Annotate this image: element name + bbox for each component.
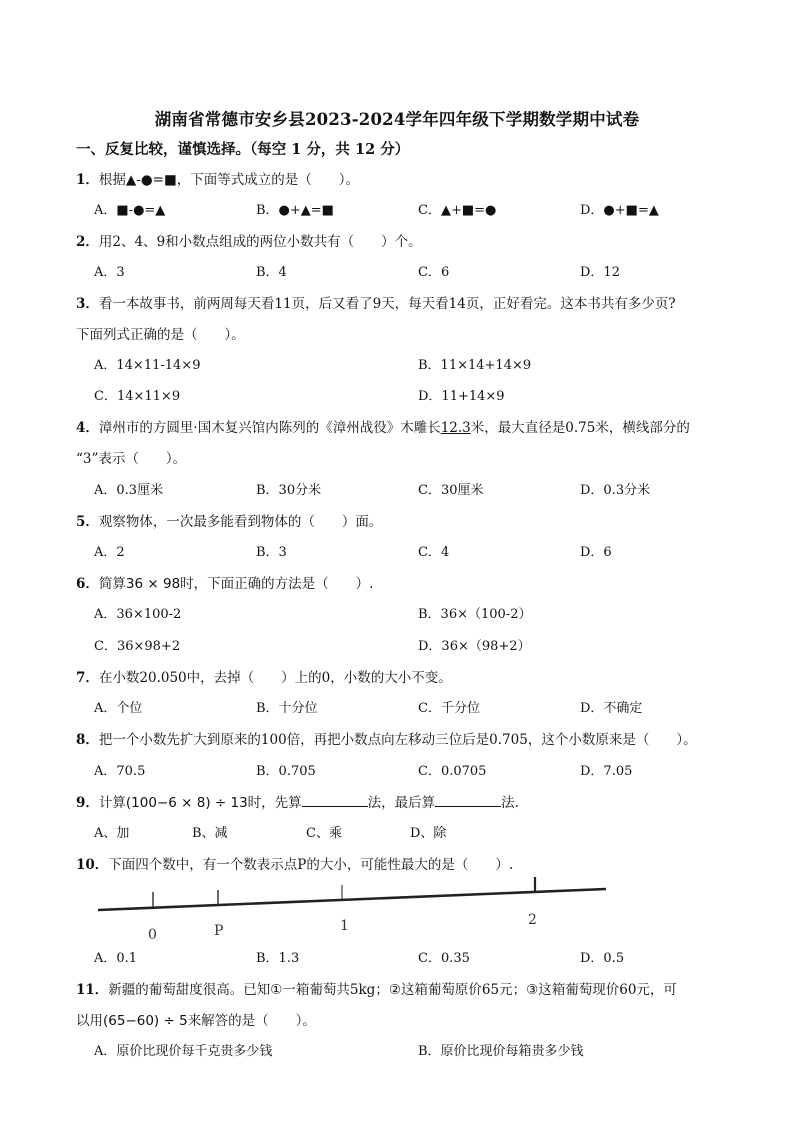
- question-number: 11．: [76, 982, 109, 998]
- answer-blank: [435, 793, 501, 807]
- question-4-line2: “3”表示（ ）。: [76, 451, 187, 467]
- answer-blank: [302, 793, 368, 807]
- question-number: 10．: [76, 857, 109, 873]
- label-1: 1: [340, 918, 349, 934]
- question-text-cont: 法，最后算: [367, 795, 436, 811]
- option-c: C．▲+■=●: [418, 203, 497, 218]
- option-b: B．1.3: [256, 951, 300, 966]
- option-a: A．14×11-14×9: [94, 358, 201, 373]
- math-expression: (100−6 × 8) ÷ 13: [125, 795, 248, 811]
- question-text-cont: 这箱葡萄原价65元；: [400, 982, 527, 998]
- option-c: C．0.0705: [418, 764, 487, 779]
- math-expression: (65−60) ÷ 5: [103, 1013, 188, 1029]
- option-c: C．千分位: [418, 701, 480, 716]
- option-d: D．7.05: [580, 764, 633, 779]
- underlined-number: 12.3: [440, 420, 471, 436]
- question-text: 计算: [98, 795, 126, 811]
- question-text: 在小数20.050中，去掉（ ）上的0，小数的大小不变。: [98, 670, 452, 686]
- section-heading: 一、反复比较，谨慎选择。（每空 1 分，共 12 分）: [76, 141, 410, 158]
- question-text-cont: 时，先算: [247, 795, 302, 811]
- question-text: 新疆的葡萄甜度很高。已知: [108, 982, 271, 998]
- option-c: C．30厘米: [418, 483, 484, 498]
- question-7: [76, 666, 452, 686]
- option-a: A．36×100-2: [94, 607, 182, 622]
- option-d: D、除: [410, 826, 447, 841]
- label-2: 2: [528, 912, 537, 928]
- option-b: B．11×14+14×9: [418, 358, 532, 373]
- option-a: A．70.5: [94, 764, 146, 779]
- option-d: D．0.5: [580, 951, 625, 966]
- question-text: 简算: [98, 576, 126, 592]
- option-c: C．36×98+2: [94, 639, 181, 654]
- option-a: A．■-●=▲: [94, 203, 166, 218]
- question-3-line2: 下面列式正确的是（ ）。: [76, 327, 245, 343]
- option-d: D．●+■=▲: [580, 203, 659, 218]
- question-text-cont: 法.: [501, 795, 519, 811]
- question-text: 看一本故事书，前两周每天看11页，后又看了9天，每天看14页，正好看完。这本书共有多少页?: [98, 296, 676, 312]
- question-text: 观察物体，一次最多能看到物体的（ ）面。: [98, 514, 383, 530]
- question-10: [76, 853, 513, 873]
- question-9: [76, 791, 519, 811]
- circled-number-3: ③: [526, 982, 539, 998]
- circled-number-1: ①: [270, 982, 283, 998]
- option-d: D．0.3分米: [580, 483, 651, 498]
- question-2: [76, 230, 422, 250]
- option-a: A．3: [94, 265, 125, 280]
- option-b: B．4: [256, 265, 287, 280]
- question-text-cont: 一箱葡萄共5kg；: [282, 982, 389, 998]
- option-c: C．0.35: [418, 951, 470, 966]
- question-1: [76, 168, 359, 188]
- option-a: A．原价比现价每千克贵多少钱: [94, 1044, 273, 1059]
- question-text-cont: 这箱葡萄现价60元，可: [538, 982, 677, 998]
- circled-number-2: ②: [388, 982, 401, 998]
- question-8: [76, 728, 697, 748]
- option-a: A．0.3厘米: [94, 483, 164, 498]
- question-11: [76, 978, 677, 998]
- question-number: 7．: [76, 670, 99, 686]
- number-line-figure: [92, 874, 612, 944]
- question-number: 2．: [76, 234, 99, 250]
- option-a: A．0.1: [94, 951, 138, 966]
- question-number: 6．: [76, 576, 99, 592]
- question-number: 4．: [76, 420, 99, 436]
- question-text: 漳州市的方圆里·国木复兴馆内陈列的《漳州战役》木雕长: [98, 420, 441, 436]
- option-c: C．4: [418, 545, 450, 560]
- number-line: [98, 889, 606, 910]
- option-c: C．14×11×9: [94, 389, 181, 404]
- option-b: B．3: [256, 545, 287, 560]
- option-a: A．个位: [94, 701, 143, 716]
- option-d: D．12: [580, 265, 620, 280]
- question-4: [76, 416, 690, 436]
- question-text: 用2、4、9和小数点组成的两位小数共有（ ）个。: [98, 234, 422, 250]
- question-number: 8．: [76, 732, 99, 748]
- option-a: A．2: [94, 545, 125, 560]
- option-b: B．0.705: [256, 764, 316, 779]
- option-d: D．6: [580, 545, 612, 560]
- option-b: B．十分位: [256, 701, 318, 716]
- question-number: 5．: [76, 514, 99, 530]
- option-b: B．36×（100-2）: [418, 607, 532, 622]
- math-expression: 36 × 98: [125, 576, 181, 592]
- question-5: [76, 510, 382, 530]
- question-text: 下面四个数中，有一个数表示点P的大小，可能性最大的是（ ）.: [108, 857, 514, 873]
- question-text: 根据▲-●=■，下面等式成立的是（ ）。: [98, 172, 359, 188]
- question-6: [76, 572, 373, 592]
- option-d: D．不确定: [580, 701, 643, 716]
- question-text: 以用: [76, 1013, 103, 1029]
- option-b: B．30分米: [256, 483, 322, 498]
- question-3: [76, 292, 676, 312]
- option-d: D．11+14×9: [418, 389, 505, 404]
- option-d: D．36×（98+2）: [418, 639, 531, 654]
- option-c: C．6: [418, 265, 450, 280]
- question-text-cont: 米，最大直径是0.75米，横线部分的: [470, 420, 690, 436]
- question-number: 9．: [76, 795, 99, 811]
- question-11-line2: [76, 1009, 316, 1029]
- question-number: 3．: [76, 296, 99, 312]
- label-p: P: [214, 923, 224, 939]
- option-c: C、乘: [306, 826, 342, 841]
- option-b: B、减: [192, 826, 228, 841]
- option-a: A、加: [94, 826, 130, 841]
- label-0: 0: [148, 927, 157, 943]
- question-number: 1．: [76, 172, 99, 188]
- question-text: 把一个小数先扩大到原来的100倍，再把小数点向左移动三位后是0.705，这个小数原来是（ ）。: [98, 732, 697, 748]
- page-title: 湖南省常德市安乡县2023-2024学年四年级下学期数学期中试卷: [154, 110, 640, 129]
- question-text-cont: 来解答的是（ ）。: [187, 1013, 316, 1029]
- option-b: B．●+▲=■: [256, 203, 334, 218]
- question-text-cont: 时，下面正确的方法是（ ）.: [180, 576, 374, 592]
- option-b: B．原价比现价每箱贵多少钱: [418, 1044, 584, 1059]
